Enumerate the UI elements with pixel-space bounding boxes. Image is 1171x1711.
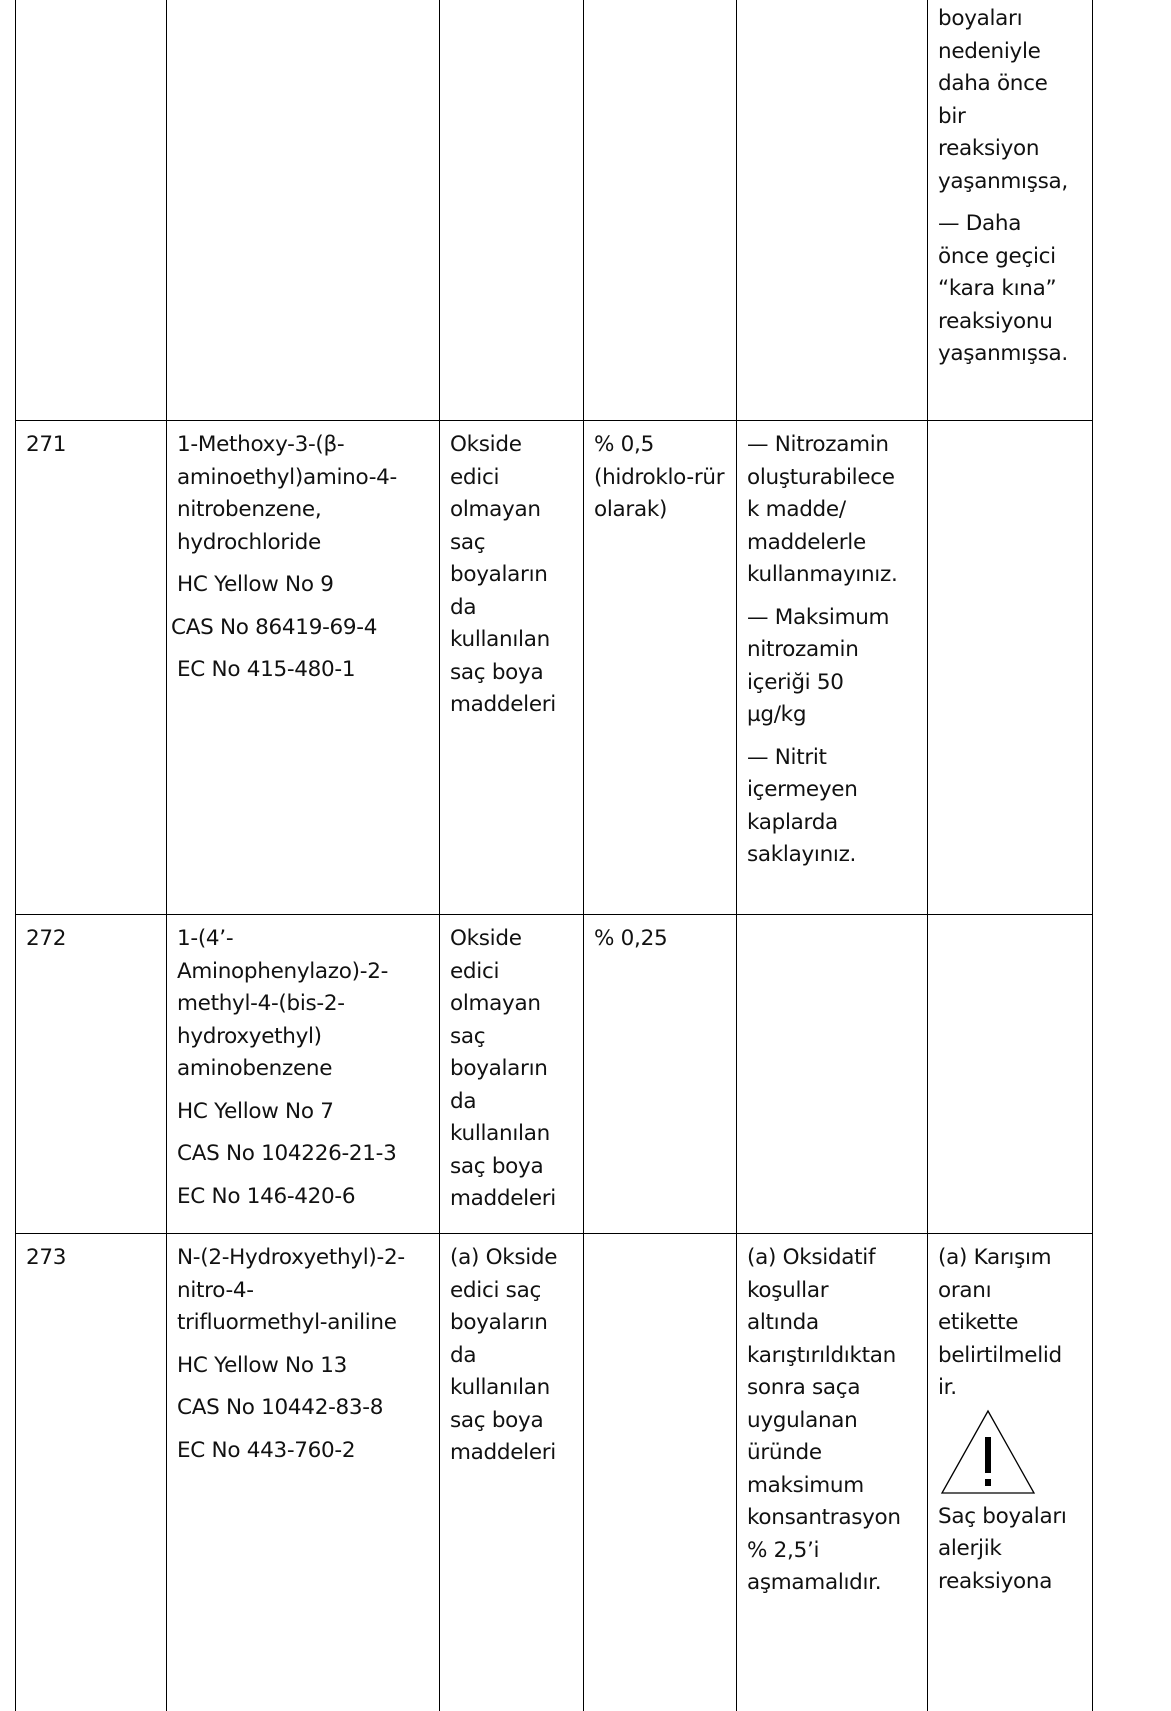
hc-name: HC Yellow No 9 — [177, 572, 334, 597]
cell-warnings — [928, 0, 1093, 421]
ec-number: EC No 146-420-6 — [177, 1183, 356, 1209]
table-row-continued — [16, 0, 1093, 421]
cell-other-limits — [737, 421, 928, 915]
ec-number: EC No 443-760-2 — [177, 1437, 356, 1463]
cell-substance — [167, 421, 440, 915]
cell-max-concentration: % 0,25 — [584, 915, 737, 1234]
limit-text-3: — Nitrit içermeyen kaplarda saklayınız. — [747, 744, 858, 867]
substance-name: N-(2-Hydroxyethyl)-2- nitro-4- trifluormethyl-aniline — [177, 1245, 405, 1335]
limit-text-1: — Nitrozamin oluşturabilece k madde/ maddelerle kullanmayınız. — [747, 432, 898, 587]
cell-warnings — [928, 1234, 1093, 1711]
cell-max-concentration: % 0,5 (hidroklo-rür olarak) — [584, 421, 737, 915]
hc-name: HC Yellow No 13 — [177, 1352, 347, 1378]
warning-text-1: (a) Karışım oranı etikette belirtilmelid ir. — [938, 1245, 1062, 1400]
cell-number — [16, 0, 167, 421]
ec-number: EC No 415-480-1 — [177, 657, 356, 682]
warning-triangle-icon — [938, 1407, 1038, 1497]
cell-substance — [167, 1234, 440, 1711]
substance-name: 1-(4’- Aminophenylazo)-2- methyl-4-(bis-2- hydroxyethyl) aminobenzene — [177, 926, 389, 1081]
cell-product-type: Okside edici olmayan saç boyaların da kullanılan saç boya maddeleri — [440, 421, 584, 915]
cell-product-type: Okside edici olmayan saç boyaların da kullanılan saç boya maddeleri — [440, 915, 584, 1234]
cell-max-concentration — [584, 1234, 737, 1711]
regulation-table — [15, 0, 1093, 1711]
cell-product-type: (a) Okside edici saç boyaların da kullanılan saç boya maddeleri — [440, 1234, 584, 1711]
cell-warnings — [928, 915, 1093, 1234]
cell-other-limits — [737, 0, 928, 421]
cell-other-limits: (a) Oksidatif koşullar altında karıştırıldıktan sonra saça uygulanan üründe maksimum konsantrasyon % 2,5’i aşmamalıdır. — [737, 1234, 928, 1711]
cell-substance — [167, 915, 440, 1234]
table-row-272 — [16, 915, 1093, 1234]
cell-number: 271 — [16, 421, 167, 915]
warning-text-1: boyaları nedeniyle daha önce bir reaksiyon yaşanmışsa, — [938, 6, 1068, 194]
hc-name: HC Yellow No 7 — [177, 1098, 334, 1124]
cell-warnings — [928, 421, 1093, 915]
substance-name: 1-Methoxy-3-(β- aminoethyl)amino-4- nitrobenzene, hydrochloride — [177, 432, 398, 555]
warning-text-2: — Daha önce geçici “kara kına” reaksiyonu yaşanmışsa. — [938, 211, 1068, 366]
cell-other-limits — [737, 915, 928, 1234]
limit-text-2: — Maksimum nitrozamin içeriği 50 µg/kg — [747, 604, 890, 727]
cell-number: 272 — [16, 915, 167, 1234]
cell-product-type — [440, 0, 584, 421]
cell-number: 273 — [16, 1234, 167, 1711]
cas-number: CAS No 104226-21-3 — [177, 1141, 397, 1166]
warning-text-2: Saç boyaları alerjik reaksiyona — [938, 1503, 1067, 1594]
cas-number: CAS No 10442-83-8 — [177, 1395, 384, 1420]
table-row-273 — [16, 1234, 1093, 1711]
table-row-271 — [16, 421, 1093, 915]
cell-substance — [167, 0, 440, 421]
cell-max-concentration — [584, 0, 737, 421]
cas-number: CAS No 86419-69-4 — [171, 614, 378, 640]
